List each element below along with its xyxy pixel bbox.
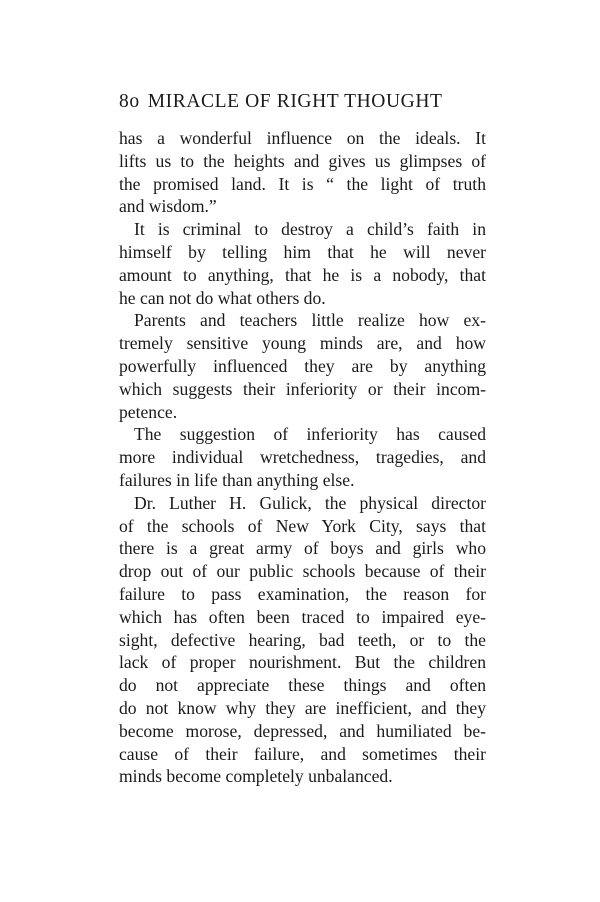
text-line: failures in life than anything else.	[119, 469, 355, 490]
text-line: sight, defective hearing, bad teeth, or to the	[119, 629, 486, 650]
text-line: failure to pass examination, the reason for	[119, 583, 486, 604]
text-line: has a wonderful influence on the ideals. It	[119, 128, 486, 148]
text-line: powerfully influenced they are by anything	[119, 355, 486, 376]
text-line: more individual wretchedness, tragedies, and	[119, 447, 486, 468]
body-text	[119, 127, 486, 788]
text-line: himself by telling him that he will never	[119, 241, 486, 262]
text-line: do not appreciate these things and often	[119, 675, 486, 696]
text-line: lack of proper nourishment. But the children	[119, 652, 486, 673]
text-line: and wisdom.”	[119, 196, 217, 217]
text-line: which has often been traced to impaired eye-	[119, 606, 486, 627]
text-line: Dr. Luther H. Gulick, the physical director	[134, 492, 486, 513]
text-line: amount to anything, that he is a nobody, that	[119, 264, 486, 285]
text-line: he can not do what others do.	[119, 287, 326, 308]
text-line: lifts us to the heights and gives us glimpses of	[119, 150, 486, 171]
text-line: minds become completely unbalanced.	[119, 766, 393, 787]
running-head	[119, 91, 487, 113]
text-line: petence.	[119, 401, 178, 422]
text-line: which suggests their inferiority or their incom-	[119, 378, 486, 399]
text-line: of the schools of New York City, says that	[119, 515, 486, 536]
text-line: become morose, depressed, and humiliated be-	[119, 720, 486, 741]
text-line: cause of their failure, and sometimes their	[119, 743, 486, 764]
text-line: Parents and teachers little realize how ex-	[134, 310, 486, 331]
text-line: do not know why they are inefficient, and they	[119, 697, 486, 718]
page-number: 8o	[119, 91, 140, 112]
running-title: MIRACLE OF RIGHT THOUGHT	[147, 91, 443, 112]
text-line: there is a great army of boys and girls who	[119, 538, 486, 559]
text-line: tremely sensitive young minds are, and how	[119, 333, 486, 354]
text-line: The suggestion of inferiority has caused	[134, 424, 486, 445]
text-line: the promised land. It is “ the light of truth	[119, 173, 486, 194]
text-line: drop out of our public schools because of their	[119, 561, 486, 582]
text-line: It is criminal to destroy a child’s faith in	[134, 219, 486, 240]
